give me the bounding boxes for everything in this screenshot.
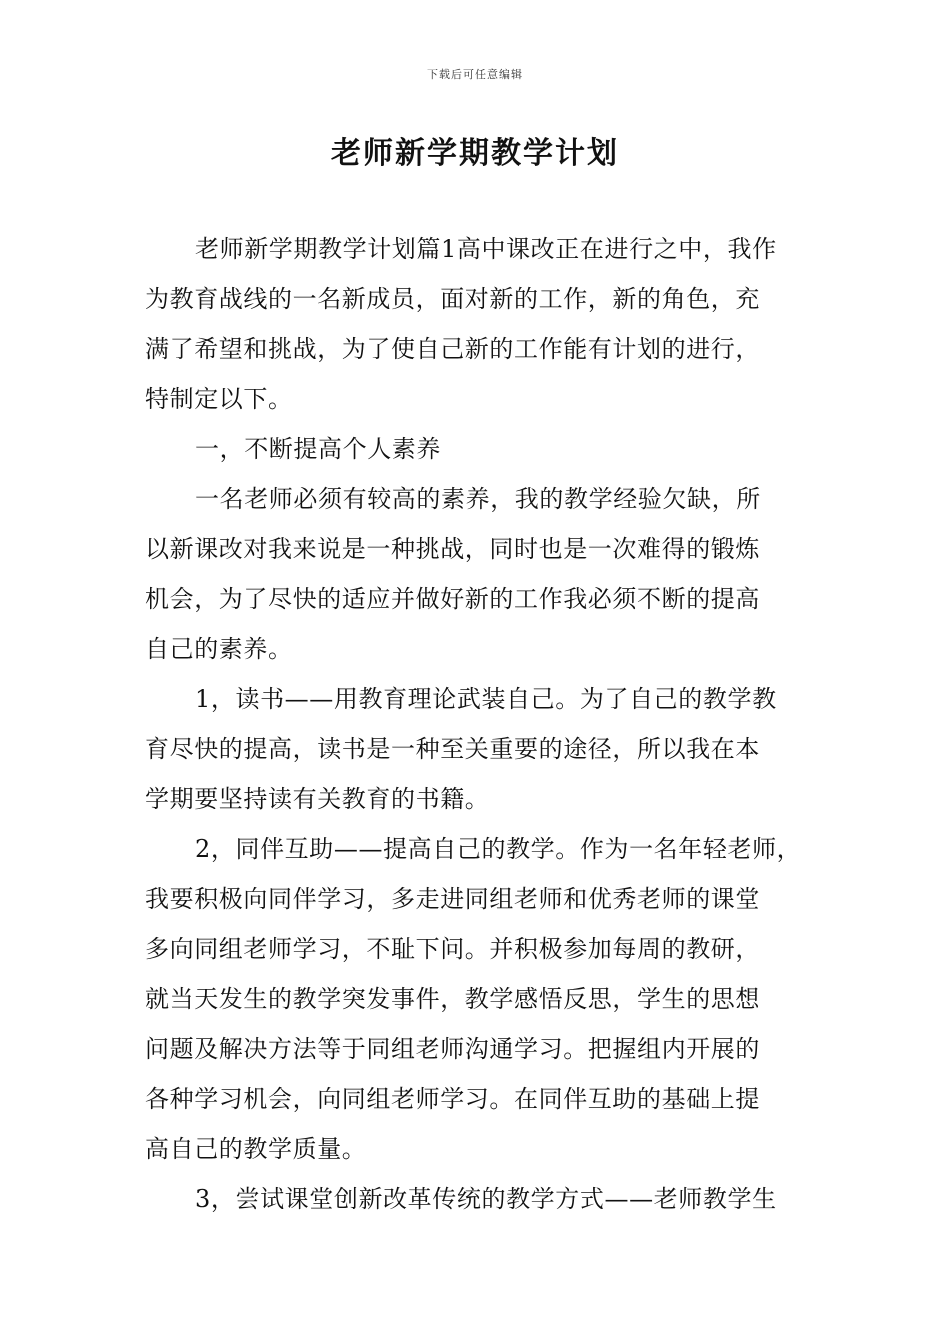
text-line: 多向同组老师学习，不耻下问。并积极参加每周的教研，	[145, 935, 760, 963]
text-line: 老师新学期教学计划篇1高中课改正在进行之中，我作	[195, 235, 777, 263]
text-line: 1，读书——用教育理论武装自己。为了自己的教学教	[195, 685, 777, 713]
text-line: 育尽快的提高，读书是一种至关重要的途径，所以我在本	[145, 735, 760, 763]
text-line: 2，同伴互助——提高自己的教学。作为一名年轻老师，	[195, 835, 802, 863]
text-line: 各种学习机会，向同组老师学习。在同伴互助的基础上提	[145, 1085, 760, 1113]
text-line: 满了希望和挑战，为了使自己新的工作能有计划的进行，	[145, 335, 760, 363]
text-line: 学期要坚持读有关教育的书籍。	[145, 785, 490, 813]
text-line: 3，尝试课堂创新改革传统的教学方式——老师教学生	[195, 1185, 777, 1213]
document-title: 老师新学期教学计划	[331, 136, 619, 171]
document-body	[145, 224, 815, 1224]
text-line: 以新课改对我来说是一种挑战，同时也是一次难得的锻炼	[145, 535, 760, 563]
text-line: 一名老师必须有较高的素养，我的教学经验欠缺，所	[195, 485, 761, 513]
text-line: 机会，为了尽快的适应并做好新的工作我必须不断的提高	[145, 585, 760, 613]
text-line: 一，不断提高个人素养	[195, 435, 441, 463]
header-note: 下载后可任意编辑	[427, 68, 523, 81]
text-line: 就当天发生的教学突发事件，教学感悟反思，学生的思想	[145, 985, 760, 1013]
text-line: 我要积极向同伴学习，多走进同组老师和优秀老师的课堂	[145, 885, 760, 913]
text-line: 特制定以下。	[145, 385, 293, 413]
text-line: 问题及解决方法等于同组老师沟通学习。把握组内开展的	[145, 1035, 760, 1063]
text-line: 为教育战线的一名新成员，面对新的工作，新的角色，充	[145, 285, 760, 313]
text-line: 高自己的教学质量。	[145, 1135, 367, 1163]
text-line: 自己的素养。	[145, 635, 293, 663]
